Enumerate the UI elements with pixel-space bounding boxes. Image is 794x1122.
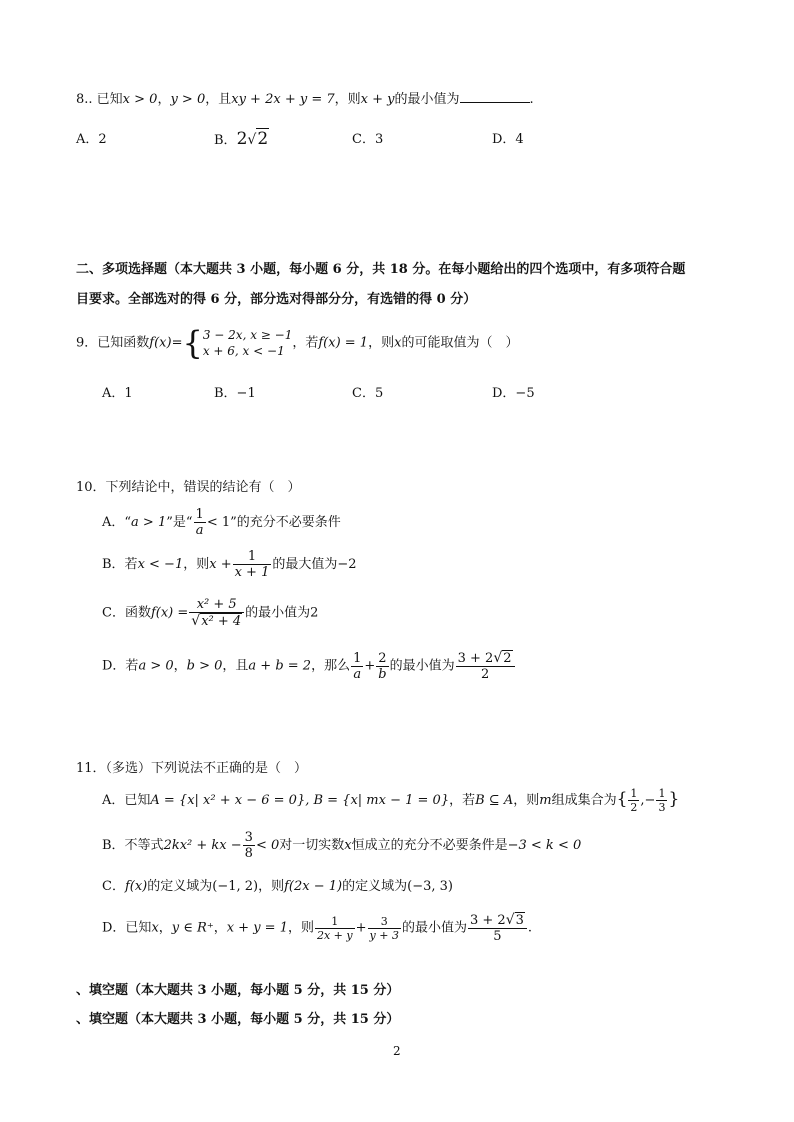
q11-stem: 11．（多选）下列说法不正确的是（ ）: [76, 761, 308, 776]
q10-option-b: B．若x < −1，则x + $\frac{1}{x + 1}$ 的最大值为−2: [102, 549, 357, 580]
section-3-header-line2: 、填空题（本大题共 3 小题，每小题 5 分，共 15 分）: [76, 1012, 400, 1027]
q11-option-c: C．f(x)的定义域为(−1, 2)，则f(2x − 1)的定义域为(−3, 3): [102, 879, 453, 894]
q9-option-c: C．5: [352, 386, 384, 401]
q10-option-d: D．若a > 0，b > 0，且a + b = 2，那么 $\frac{1}{a}$ + $\frac{2}{b}$ 的最小值为 $\frac{3 + 2√2}{2}$: [102, 651, 516, 681]
section-2-header-line2: 目要求。全部选对的得 6 分，部分选对得部分分，有选错的得 0 分）: [76, 292, 477, 307]
q8-option-b: B．2√2: [214, 129, 269, 149]
q10-option-c: C．函数f(x) = $\frac{\text{x² + 5}}{\text{√x² + 4}}$ 的最小值为2: [102, 597, 319, 629]
section-2-header-line1: 二、多项选择题（本大题共 3 小题，每小题 6 分，共 18 分。在每小题给出的四个选项中，有多项符合题: [76, 262, 686, 277]
section-3-header-line1: 、填空题（本大题共 3 小题，每小题 5 分，共 15 分）: [76, 983, 400, 998]
q8-option-c: C．3: [352, 132, 384, 147]
answer-blank: [460, 90, 530, 103]
q10-stem: 10．下列结论中，错误的结论有（ ）: [76, 480, 301, 495]
q8-stem: 8.. 已知x > 0，y > 0，且xy + 2x + y = 7，则x + y的最小值为 .: [76, 92, 534, 107]
q9-stem: 9．已知函数f(x)={ 3 − 2x, x ≥ −1 x + 6, x < −1 ，若f(x) = 1，则x的可能取值为（ ）: [76, 324, 519, 363]
q9-option-d: D．−5: [492, 386, 535, 401]
q9-option-a: A．1: [102, 386, 133, 401]
q11-option-b: B．不等式2kx² + kx − $\frac{3}{8}$ < 0对一切实数x恒成立的充分不必要条件是−3 < k < 0: [102, 830, 582, 861]
q8-option-a: A．2: [76, 132, 107, 147]
q11-option-a: A．已知A = {x| x² + x − 6 = 0}, B = {x| mx − 1 = 0}，若B ⊆ A，则m组成集合为{ $\frac{1}{2}$ ,− $\frac{1}{3}$ }: [102, 787, 680, 814]
page-number: 2: [393, 1044, 401, 1058]
q10-option-a: A．“a > 1”是“ $\frac{1}{a}$ < 1”的充分不必要条件: [102, 507, 341, 538]
q8-option-d: D．4: [492, 132, 524, 147]
q9-option-b: B．−1: [214, 386, 256, 401]
q11-option-d: D．已知x，y ∈ R⁺，x + y = 1，则 $\frac{1}{2x + y}$ + $\frac{3}{y + 3}$ 的最小值为 $\frac{3 + 2√3}{5}$ .: [102, 912, 533, 944]
